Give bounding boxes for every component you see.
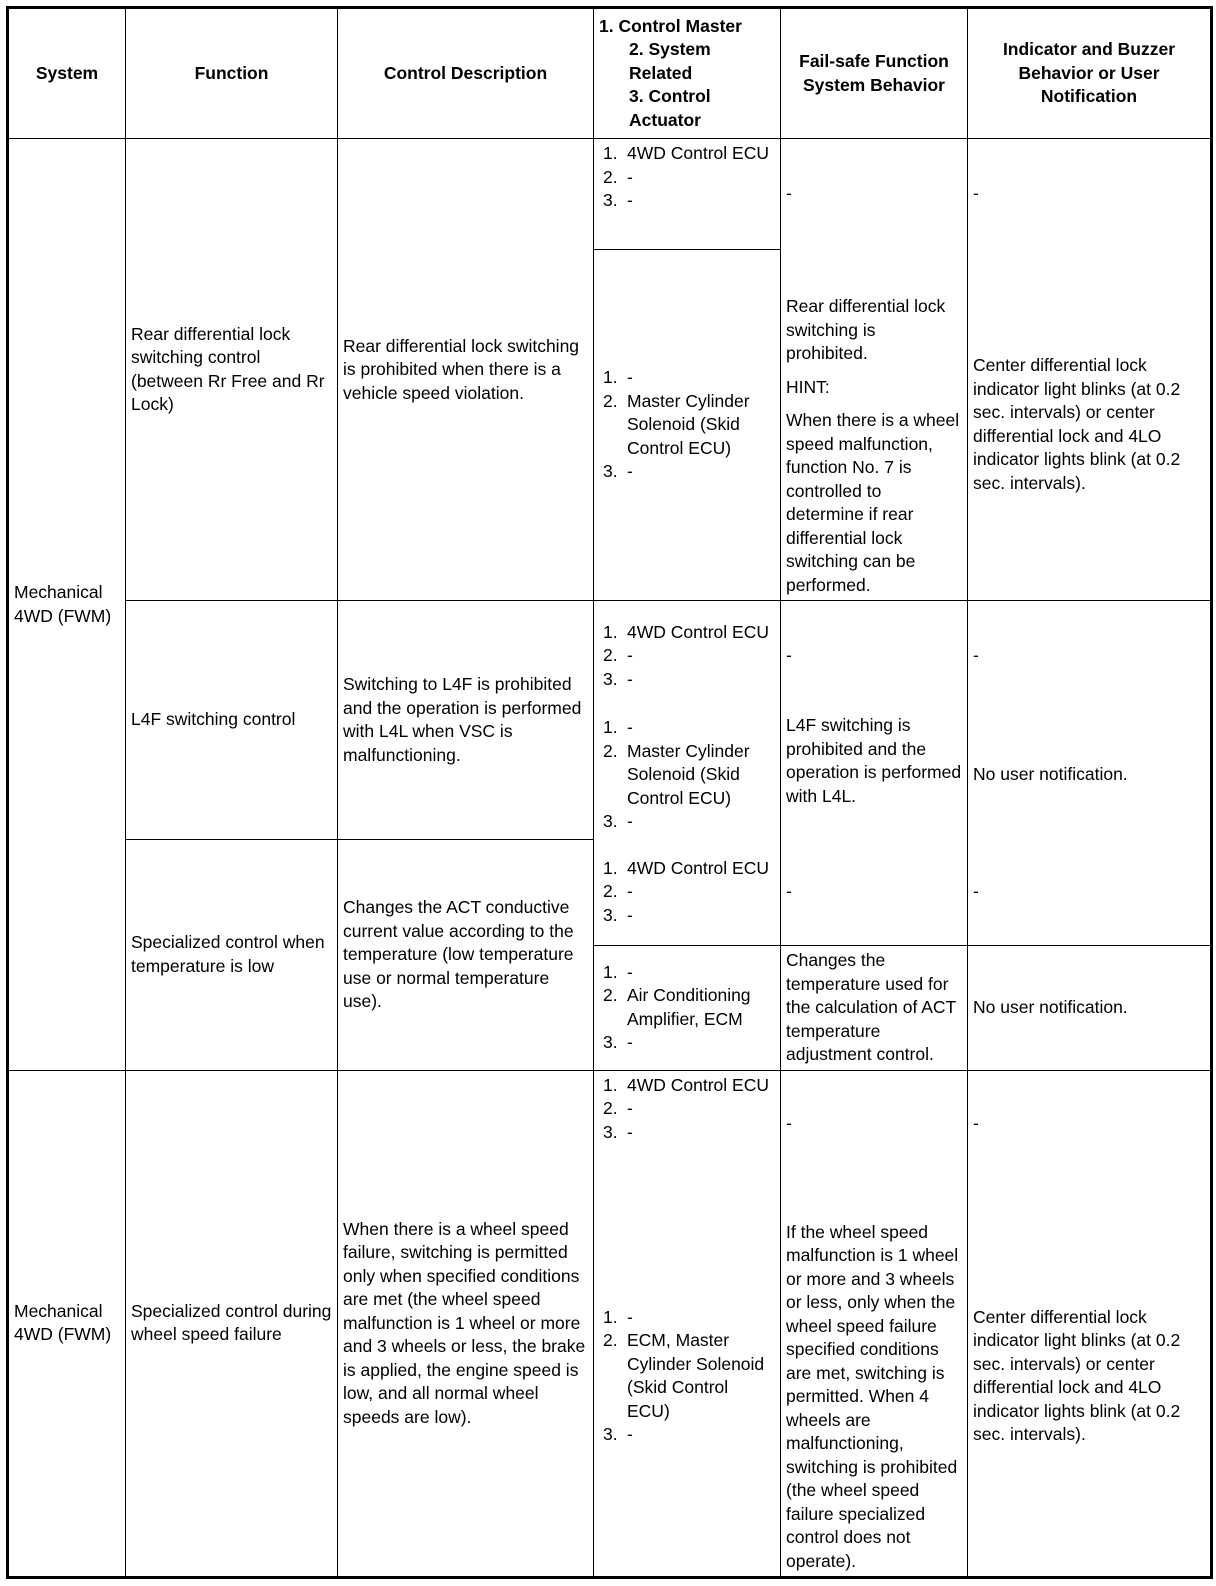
function-cell-r3: Specialized control when temperature is low bbox=[126, 839, 338, 1070]
function-cell-r1: Rear differential lock switching control (between Rr Free and Rr Lock) bbox=[126, 139, 338, 601]
failsafe-cell-r4b: If the wheel speed malfunction is 1 wheel or more and 3 wheels or less, only when the wheel speed failure specified conditions are met, switching is permitted. When 4 wheels are malfunctioning, switching is prohibited (the wheel speed failure specialized control does not operate). bbox=[781, 1177, 968, 1578]
function-cell-r2: L4F switching control bbox=[126, 601, 338, 840]
master-cell-r2a: 1. 4WD Control ECU 2. - 3. - bbox=[594, 601, 781, 711]
description-cell-r1: Rear differential lock switching is prohibited when there is a vehicle speed violation. bbox=[338, 139, 594, 601]
indicator-cell-r3b: No user notification. bbox=[968, 946, 1212, 1071]
failsafe-cell-r2a: - bbox=[781, 601, 968, 711]
description-cell-r4: When there is a wheel speed failure, switching is permitted only when specified conditions are met (the wheel speed malfunction is 1 wheel or more and 3 wheels or less, the brake is applied, the engine speed is low, and all normal wheel speeds are low). bbox=[338, 1070, 594, 1577]
header-row bbox=[8, 8, 1212, 139]
indicator-cell-r1a: - bbox=[968, 139, 1212, 249]
function-cell-r4: Specialized control during wheel speed failure bbox=[126, 1070, 338, 1577]
failsafe-cell-r1a: - bbox=[781, 139, 968, 249]
header-control-master-3: 3. Control Actuator bbox=[629, 86, 711, 130]
master-cell-r3b: 1. - 2. Air Conditioning Amplifier, ECM 3. - bbox=[594, 946, 781, 1071]
system-cell-1: Mechanical 4WD (FWM) bbox=[8, 139, 126, 1071]
failsafe-cell-r2b: L4F switching is prohibited and the operation is performed with L4L. bbox=[781, 711, 968, 839]
fail-safe-table bbox=[6, 6, 1213, 1579]
header-indicator: Indicator and Buzzer Behavior or User Notification bbox=[968, 8, 1212, 139]
header-failsafe: Fail-safe Function System Behavior bbox=[781, 8, 968, 139]
master-cell-r2b: 1. - 2. Master Cylinder Solenoid (Skid Control ECU) 3. - bbox=[594, 711, 781, 839]
indicator-cell-r2a: - bbox=[968, 601, 1212, 711]
table-row-r3a bbox=[8, 839, 1212, 945]
table-row-r4a bbox=[8, 1070, 1212, 1176]
description-cell-r3: Changes the ACT conductive current value according to the temperature (low temperature use or normal temperature use). bbox=[338, 839, 594, 1070]
header-control-master bbox=[594, 8, 781, 139]
header-control-master-1: 1. Control Master bbox=[599, 15, 742, 36]
system-cell-2: Mechanical 4WD (FWM) bbox=[8, 1070, 126, 1577]
indicator-cell-r2b: No user notification. bbox=[968, 711, 1212, 839]
indicator-cell-r4b: Center differential lock indicator light blinks (at 0.2 sec. intervals) or center differential lock and 4LO indicator lights blink (at 0.2 sec. intervals). bbox=[968, 1177, 1212, 1578]
header-control-description: Control Description bbox=[338, 8, 594, 139]
header-control-master-2: 2. System Related bbox=[629, 39, 711, 83]
indicator-cell-r4a: - bbox=[968, 1070, 1212, 1176]
table-row-r2a bbox=[8, 601, 1212, 711]
master-cell-r1b: 1. - 2. Master Cylinder Solenoid (Skid Control ECU) 3. - bbox=[594, 249, 781, 601]
failsafe-cell-r3b: Changes the temperature used for the calculation of ACT temperature adjustment control. bbox=[781, 946, 968, 1071]
description-cell-r2: Switching to L4F is prohibited and the operation is performed with L4L when VSC is malfunctioning. bbox=[338, 601, 594, 840]
master-cell-r4a: 1. 4WD Control ECU 2. - 3. - bbox=[594, 1070, 781, 1176]
master-cell-r1a: 1. 4WD Control ECU 2. - 3. - bbox=[594, 139, 781, 249]
indicator-cell-r3a: - bbox=[968, 839, 1212, 945]
failsafe-cell-r4a: - bbox=[781, 1070, 968, 1176]
header-function: Function bbox=[126, 8, 338, 139]
indicator-cell-r1b: Center differential lock indicator light blinks (at 0.2 sec. intervals) or center differential lock and 4LO indicator lights blink (at 0.2 sec. intervals). bbox=[968, 249, 1212, 601]
master-cell-r3a: 1. 4WD Control ECU 2. - 3. - bbox=[594, 839, 781, 945]
header-system: System bbox=[8, 8, 126, 139]
master-cell-r4b: 1. - 2. ECM, Master Cylinder Solenoid (Skid Control ECU) 3. - bbox=[594, 1177, 781, 1578]
table-row-r1a bbox=[8, 139, 1212, 249]
failsafe-cell-r3a: - bbox=[781, 839, 968, 945]
failsafe-cell-r1b: Rear differential lock switching is prohibited. HINT: When there is a wheel speed malfunction, function No. 7 is controlled to determine if rear differential lock switching can be performed. bbox=[781, 249, 968, 601]
